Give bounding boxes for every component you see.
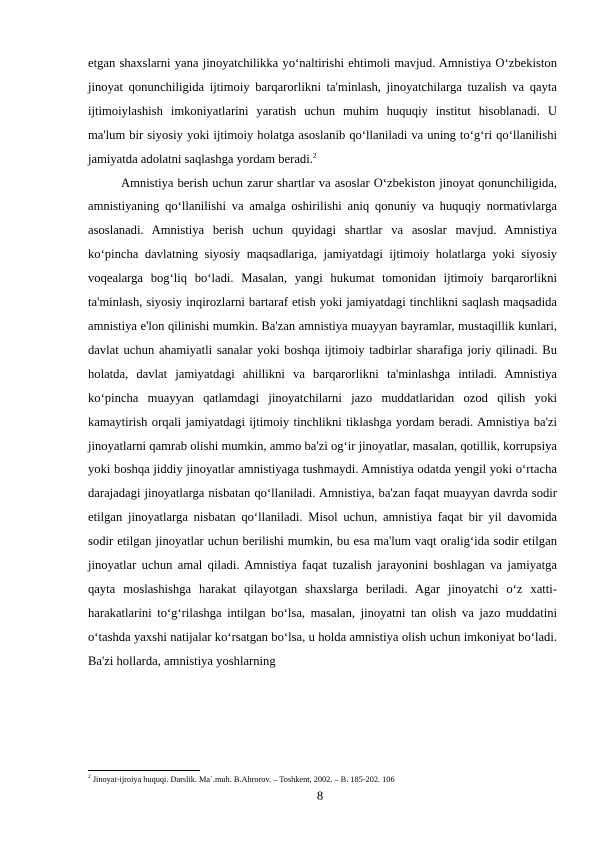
paragraph-continuation: [88, 52, 557, 172]
footnote-reference[interactable]: 2: [312, 150, 317, 160]
footnote-separator: [88, 770, 200, 771]
paragraph-amnesty-conditions: Amnistiya berish uchun zarur shartlar va asoslar O‘zbekiston jinoyat qonunchiligida, amnistiyaning qo‘llanilishi va amalga oshirilishi aniq qonuniy va huquqiy normativlarga asoslanadi. Amnistiya berish uchun quyidagi shartlar va asoslar mavjud. Amnistiya ko‘pincha davlatning siyosiy maqsadlariga, jamiyatdagi ijtimoiy holatlarga yoki siyosiy voqealarga bog‘liq bo‘ladi. Masalan, yangi hukumat tomonidan ijtimoiy barqarorlikni ta'minlash, siyosiy inqirozlarni bartaraf etish yoki jamiyatdagi tinchlikni saqlash maqsadida amnistiya e'lon qilinishi mumkin. Ba'zan amnistiya muayyan bayramlar, mustaqillik kunlari, davlat uchun ahamiyatli sanalar yoki boshqa ijtimoiy tadbirlar sharafiga joriy qilinadi. Bu holatda, davlat jamiyatdagi ahillikni va barqarorlikni ta'minlashga intiladi. Amnistiya ko‘pincha muayyan qatlamdagi jinoyatchilarni jazo muddatlaridan ozod qilish yoki kamaytirish orqali jamiyatdagi ijtimoiy tinchlikni tiklashga yordam beradi. Amnistiya ba'zi jinoyatlarni qamrab olishi mumkin, ammo ba'zi og‘ir jinoyatlar, masalan, qotillik, korrupsiya yoki boshqa jiddiy jinoyatlar amnistiyaga tushmaydi. Amnistiya odatda yengil yoki o‘rtacha darajadagi jinoyatlarga nisbatan qo‘llaniladi. Amnistiya, ba'zan faqat muayyan davrda sodir etilgan jinoyatlarga nisbatan qo‘llaniladi. Misol uchun, amnistiya faqat bir yil davomida sodir etilgan jinoyatlar uchun berilishi mumkin, bu esa ma'lum vaqt oralig‘ida sodir etilgan jinoyatlar uchun amal qiladi. Amnistiya faqat tuzalish jarayonini boshlagan va jamiyatga qayta moslashishga harakat qilayotgan shaxslarga beriladi. Agar jinoyatchi o‘z xatti-harakatlarini to‘g‘rilashga intilgan bo‘lsa, masalan, jinoyatni tan olish va jazo muddatini o‘tashda yaxshi natijalar ko‘rsatgan bo‘lsa, u holda amnistiya olish uchun imkoniyat bo‘ladi. Ba'zi hollarda, amnistiya yoshlarning: [88, 175, 557, 668]
footnote-text: Jinoyat-ijroiya huquqi. Darslik. Ma`.muh. B.Ahrorov. – Toshkent, 2002. – B. 185-202. 106: [90, 775, 395, 784]
page-number: 8: [316, 789, 324, 803]
footnote: [88, 774, 557, 785]
document-body: [88, 52, 557, 674]
footnote-mark: 2: [88, 774, 91, 781]
paragraph-1-text: etgan shaxslarni yana jinoyatchilikka yo‘naltirishi ehtimoli mavjud. Amnistiya O‘zbekiston jinoyat qonunchiligida ijtimoiy barqarorlikni ta'minlash, jinoyatchilarga tuzalish va qayta ijtimoiylashish imkoniyatlarini yaratish uchun muhim huquqiy institut hisoblanadi. U ma'lum bir siyosiy yoki ijtimoiy holatga asoslanib qo‘llaniladi va uning to‘g‘ri qo‘llanilishi jamiyatda adolatni saqlashga yordam beradi.: [88, 56, 557, 166]
